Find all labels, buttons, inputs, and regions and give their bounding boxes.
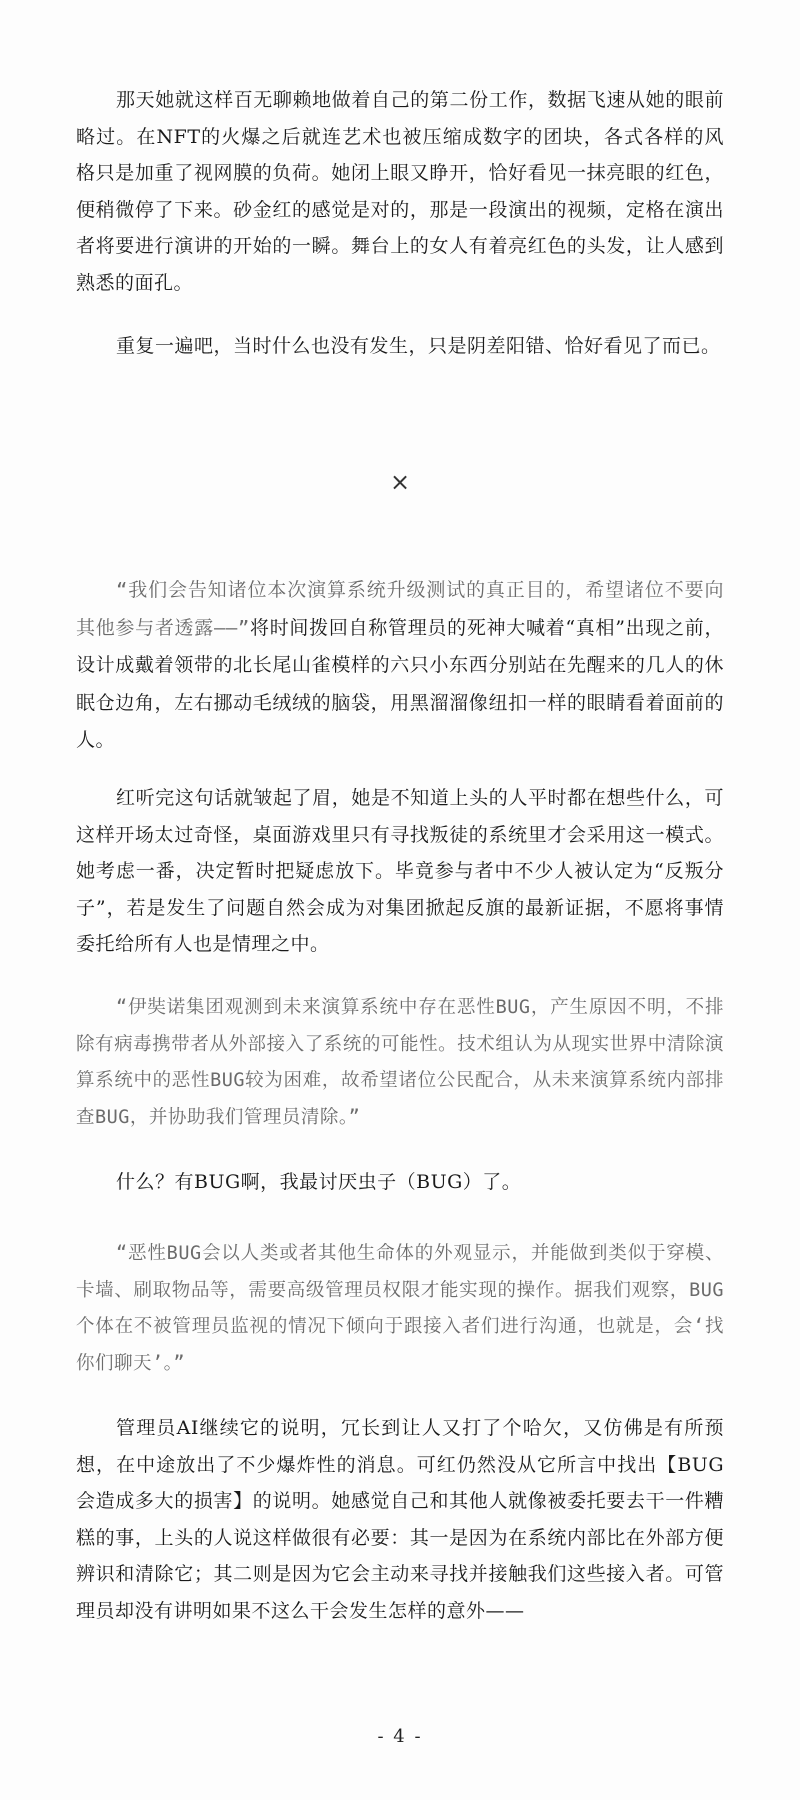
page-number: - 4 - [377,1726,423,1747]
paragraph-2: 重复一遍吧，当时什么也没有发生，只是阴差阳错、恰好看见了而已。 [116,335,721,357]
paragraph-5-system-message: “伊奘诺集团观测到未来演算系统中存在恶性BUG，产生原因不明，不排除有病毒携带者从外部接入了系统的可能性。技术组认为从现实世界中清除演算系统中的恶性BUG较为困难，故希望诸位公民配合，从未来演算系统内部排查BUG，并协助我们管理员清除。” [76,997,724,1128]
section-divider: × [389,468,411,496]
paragraph-3 [76,572,724,760]
paragraph-7-system-message: “恶性BUG会以人类或者其他生命体的外观显示，并能做到类似于穿模、卡墙、刷取物品等，需要高级管理员权限才能实现的操作。据我们观察，BUG个体在不被管理员监视的情况下倾向于跟接入者们进行沟通，也就是，会‘找你们聊天’。” [76,1243,724,1374]
paragraph-1: 那天她就这样百无聊赖地做着自己的第二份工作，数据飞速从她的眼前略过。在NFT的火爆之后就连艺术也被压缩成数字的团块，各式各样的风格只是加重了视网膜的负荷。她闭上眼又睁开，恰好看见一抹亮眼的红色，便稍微停了下来。砂金红的感觉是对的，那是一段演出的视频，定格在演出者将要进行演讲的开始的一瞬。舞台上的女人有着亮红色的头发，让人感到熟悉的面孔。 [76,89,724,294]
system-quote: “我们会告知诸位本次演算系统升级测试的真正目的，希望诸位不要向其他参与者透露——” [76,579,724,639]
paragraph-6: 什么？有BUG啊，我最讨厌虫子（BUG）了。 [116,1171,522,1193]
paragraph-8: 管理员AI继续它的说明，冗长到让人又打了个哈欠，又仿佛是有所预想，在中途放出了不少爆炸性的消息。可红仍然没从它所言中找出【BUG会造成多大的损害】的说明。她感觉自己和其他人就像被委托要去干一件糟糕的事，上头的人说这样做很有必要：其一是因为在系统内部比在外部方便辨识和清除它；其二则是因为它会主动来寻找并接触我们这些接入者。可管理员却没有讲明如果不这么干会发生怎样的意外—— [76,1417,724,1622]
paragraph-4: 红听完这句话就皱起了眉，她是不知道上头的人平时都在想些什么，可这样开场太过奇怪，桌面游戏里只有寻找叛徒的系统里才会采用这一模式。她考虑一番，决定暂时把疑虑放下。毕竟参与者中不少人被认定为“反叛分子”，若是发生了问题自然会成为对集团掀起反旗的最新证据，不愿将事情委托给所有人也是情理之中。 [76,787,724,955]
narration: 将时间拨回自称管理员的死神大喊着“真相”出现之前，设计成戴着领带的北长尾山雀模样的六只小东西分别站在先醒来的几人的休眠仓边角，左右挪动毛绒绒的脑袋，用黑溜溜像纽扣一样的眼睛看着面前的人。 [76,616,724,751]
